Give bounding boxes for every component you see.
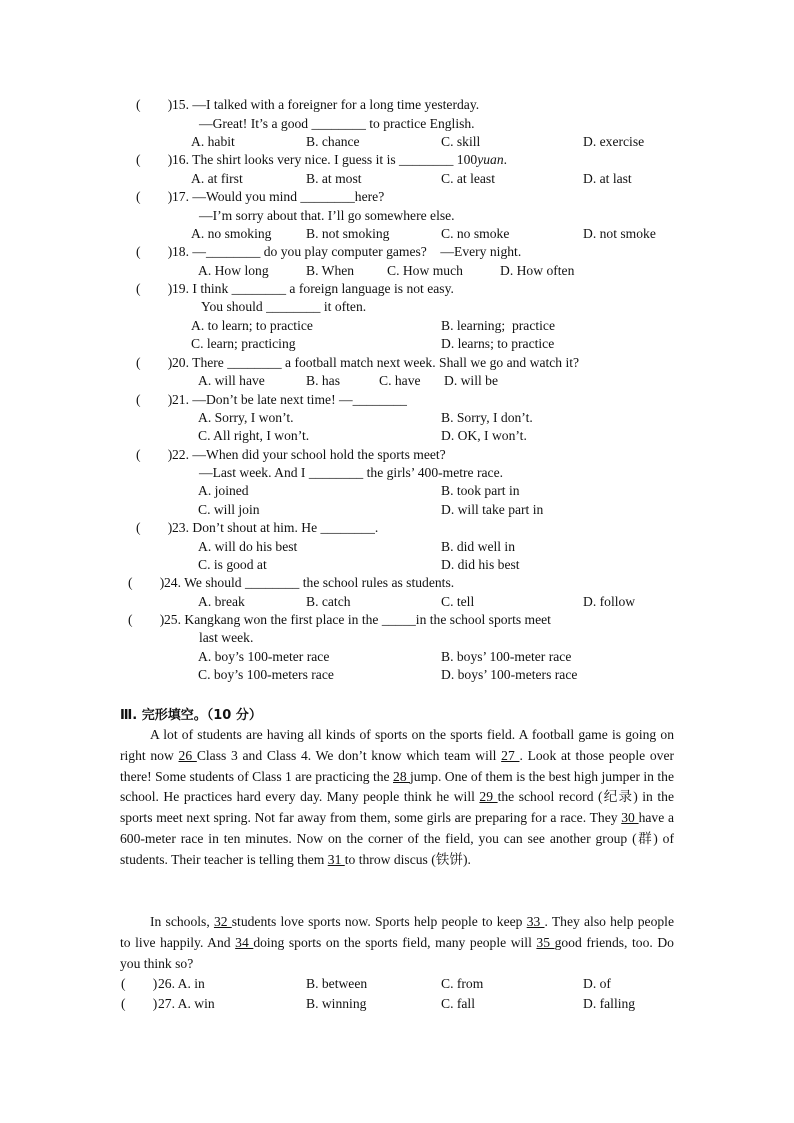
blank-30: 30 bbox=[621, 810, 639, 826]
q24-stem: 24. We should ________ the school rules as students. bbox=[164, 575, 455, 590]
q21-option-d[interactable]: D. OK, I won’t. bbox=[441, 428, 527, 443]
q26-stem[interactable]: 26. A. in bbox=[158, 976, 205, 991]
q15-paren[interactable]: ( ) bbox=[136, 97, 173, 112]
q18-option-c[interactable]: C. How much bbox=[387, 263, 463, 278]
q23-paren[interactable]: ( ) bbox=[136, 520, 173, 535]
q15-option-c[interactable]: C. skill bbox=[441, 134, 481, 149]
q25-option-b[interactable]: B. boys’ 100-meter race bbox=[441, 649, 572, 664]
q21-option-b[interactable]: B. Sorry, I don’t. bbox=[441, 410, 533, 425]
passage-text: good friends, too. Do you think so? bbox=[120, 934, 674, 971]
passage-paragraph-1 bbox=[120, 725, 674, 871]
q19-option-b[interactable]: B. learning; practice bbox=[441, 318, 555, 333]
q18-option-a[interactable]: A. How long bbox=[198, 263, 269, 278]
q21-option-c[interactable]: C. All right, I won’t. bbox=[198, 428, 310, 443]
passage-text: jump. One of them is the best high jumper in the school. He practices hard every day. Many people think he will bbox=[120, 768, 674, 805]
passage-text: have a 600-meter race in ten minutes. Now on the corner of the field, you can see another group (群) of students. Their teacher is telling them bbox=[120, 810, 674, 867]
q19-stem-2: You should ________ it often. bbox=[201, 299, 367, 314]
q21-option-a[interactable]: A. Sorry, I won’t. bbox=[198, 410, 294, 425]
q23-stem: 23. Don’t shout at him. He ________. bbox=[172, 520, 379, 535]
q19-option-c[interactable]: C. learn; practicing bbox=[191, 336, 296, 351]
q21-paren[interactable]: ( ) bbox=[136, 392, 173, 407]
blank-32: 32 bbox=[213, 914, 232, 929]
q25-stem: 25. Kangkang won the first place in the _____in the school sports meet bbox=[164, 612, 551, 627]
q16-stem-yuan: yuan bbox=[477, 152, 504, 167]
q15-option-b[interactable]: B. chance bbox=[306, 134, 360, 149]
q22-option-b[interactable]: B. took part in bbox=[441, 483, 520, 498]
q27-option-b[interactable]: B. winning bbox=[306, 996, 367, 1011]
q19-paren[interactable]: ( ) bbox=[136, 281, 173, 296]
q17-option-d[interactable]: D. not smoke bbox=[583, 226, 656, 241]
passage-text: In schools, bbox=[150, 914, 214, 929]
q25-stem-2: last week. bbox=[199, 630, 254, 645]
q23-option-a[interactable]: A. will do his best bbox=[198, 539, 298, 554]
q19-stem: 19. I think ________ a foreign language is not easy. bbox=[172, 281, 454, 296]
q17-option-a[interactable]: A. no smoking bbox=[191, 226, 272, 241]
q23-option-b[interactable]: B. did well in bbox=[441, 539, 516, 554]
blank-33: 33 bbox=[526, 914, 545, 929]
q16-stem-main: 16. The shirt looks very nice. I guess it is ________ 100 bbox=[172, 152, 478, 167]
q20-option-b[interactable]: B. has bbox=[306, 373, 340, 388]
q22-paren[interactable]: ( ) bbox=[136, 447, 173, 462]
q21-stem: 21. —Don’t be late next time! —________ bbox=[172, 392, 407, 407]
q18-paren[interactable]: ( ) bbox=[136, 244, 173, 259]
q22-option-c[interactable]: C. will join bbox=[198, 502, 260, 517]
q25-option-d[interactable]: D. boys’ 100-meters race bbox=[441, 667, 578, 682]
q24-option-d[interactable]: D. follow bbox=[583, 594, 636, 609]
q27-option-d[interactable]: D. falling bbox=[583, 996, 636, 1011]
q20-option-a[interactable]: A. will have bbox=[198, 373, 265, 388]
q17-stem: 17. —Would you mind ________here? bbox=[172, 189, 385, 204]
passage-text: students love sports now. Sports help people to keep bbox=[231, 914, 527, 929]
q22-option-d[interactable]: D. will take part in bbox=[441, 502, 544, 517]
q15-stem: 15. —I talked with a foreigner for a long time yesterday. bbox=[172, 97, 480, 112]
q15-option-d[interactable]: D. exercise bbox=[583, 134, 645, 149]
q22-stem-2: —Last week. And I ________ the girls’ 400-metre race. bbox=[199, 465, 504, 480]
q22-option-a[interactable]: A. joined bbox=[198, 483, 249, 498]
blank-27: 27 bbox=[501, 747, 520, 763]
q20-option-c[interactable]: C. have bbox=[379, 373, 421, 388]
q16-option-b[interactable]: B. at most bbox=[306, 171, 362, 186]
blank-35: 35 bbox=[536, 934, 555, 950]
q24-paren[interactable]: ( ) bbox=[128, 575, 165, 590]
q16-option-a[interactable]: A. at first bbox=[191, 171, 243, 186]
passage-paragraph-2 bbox=[120, 912, 674, 974]
q17-stem-2: —I’m sorry about that. I’ll go somewhere else. bbox=[199, 208, 455, 223]
q18-option-b[interactable]: B. When bbox=[306, 263, 355, 278]
q27-option-c[interactable]: C. fall bbox=[441, 996, 475, 1011]
blank-26: 26 bbox=[178, 747, 197, 763]
q26-paren[interactable]: ( ) bbox=[121, 976, 158, 991]
q26-option-c[interactable]: C. from bbox=[441, 976, 484, 991]
passage-text: doing sports on the sports field, many people will bbox=[253, 934, 537, 950]
blank-28: 28 bbox=[393, 768, 411, 784]
q15-stem-2: —Great! It’s a good ________ to practice English. bbox=[199, 116, 475, 131]
passage-text: Class 3 and Class 4. We don’t know which team will bbox=[196, 747, 502, 763]
q16-stem-tail: . bbox=[503, 152, 508, 167]
q18-option-d[interactable]: D. How often bbox=[500, 263, 575, 278]
blank-29: 29 bbox=[479, 789, 498, 805]
blank-31: 31 bbox=[327, 851, 345, 867]
q27-stem[interactable]: 27. A. win bbox=[158, 996, 215, 1011]
q16-paren[interactable]: ( ) bbox=[136, 152, 173, 167]
passage-text: A lot of students are having all kinds of sports on the sports field. A football game is going on right now bbox=[120, 727, 674, 763]
q15-option-a[interactable]: A. habit bbox=[191, 134, 235, 149]
passage-text: . Look at those people over there! Some students of Class 1 are practicing the bbox=[120, 747, 675, 784]
q18-stem: 18. —________ do you play computer games? —Every night. bbox=[172, 244, 522, 259]
q17-option-c[interactable]: C. no smoke bbox=[441, 226, 510, 241]
q26-option-b[interactable]: B. between bbox=[306, 976, 368, 991]
q24-option-b[interactable]: B. catch bbox=[306, 594, 351, 609]
q16-option-d[interactable]: D. at last bbox=[583, 171, 632, 186]
q20-stem: 20. There ________ a football match next week. Shall we go and watch it? bbox=[172, 355, 580, 370]
q20-option-d[interactable]: D. will be bbox=[444, 373, 498, 388]
q24-option-a[interactable]: A. break bbox=[198, 594, 245, 609]
q16-option-c[interactable]: C. at least bbox=[441, 171, 495, 186]
q20-paren[interactable]: ( ) bbox=[136, 355, 173, 370]
q26-option-d[interactable]: D. of bbox=[583, 976, 611, 991]
q23-option-d[interactable]: D. did his best bbox=[441, 557, 520, 572]
q25-option-c[interactable]: C. boy’s 100-meters race bbox=[198, 667, 334, 682]
q25-paren[interactable]: ( ) bbox=[128, 612, 165, 627]
q17-option-b[interactable]: B. not smoking bbox=[306, 226, 390, 241]
q22-stem: 22. —When did your school hold the sports meet? bbox=[172, 447, 446, 462]
passage-text: the school record (纪录) in the sports meet next spring. Not far away from them, some girls are preparing for a race. They bbox=[120, 789, 674, 826]
q19-option-d[interactable]: D. learns; to practice bbox=[441, 336, 555, 351]
passage-text: . They also help people to live happily. And bbox=[120, 914, 674, 950]
section-title: Ⅲ. 完形填空。（10 分） bbox=[120, 708, 262, 723]
q23-option-c[interactable]: C. is good at bbox=[198, 557, 267, 572]
q25-option-a[interactable]: A. boy’s 100-meter race bbox=[198, 649, 330, 664]
blank-34: 34 bbox=[235, 934, 254, 950]
q19-option-a[interactable]: A. to learn; to practice bbox=[191, 318, 313, 333]
q27-paren[interactable]: ( ) bbox=[121, 996, 158, 1011]
q16-stem bbox=[172, 151, 507, 169]
q17-paren[interactable]: ( ) bbox=[136, 189, 173, 204]
passage-text: to throw discus (铁饼). bbox=[344, 851, 471, 867]
q24-option-c[interactable]: C. tell bbox=[441, 594, 475, 609]
